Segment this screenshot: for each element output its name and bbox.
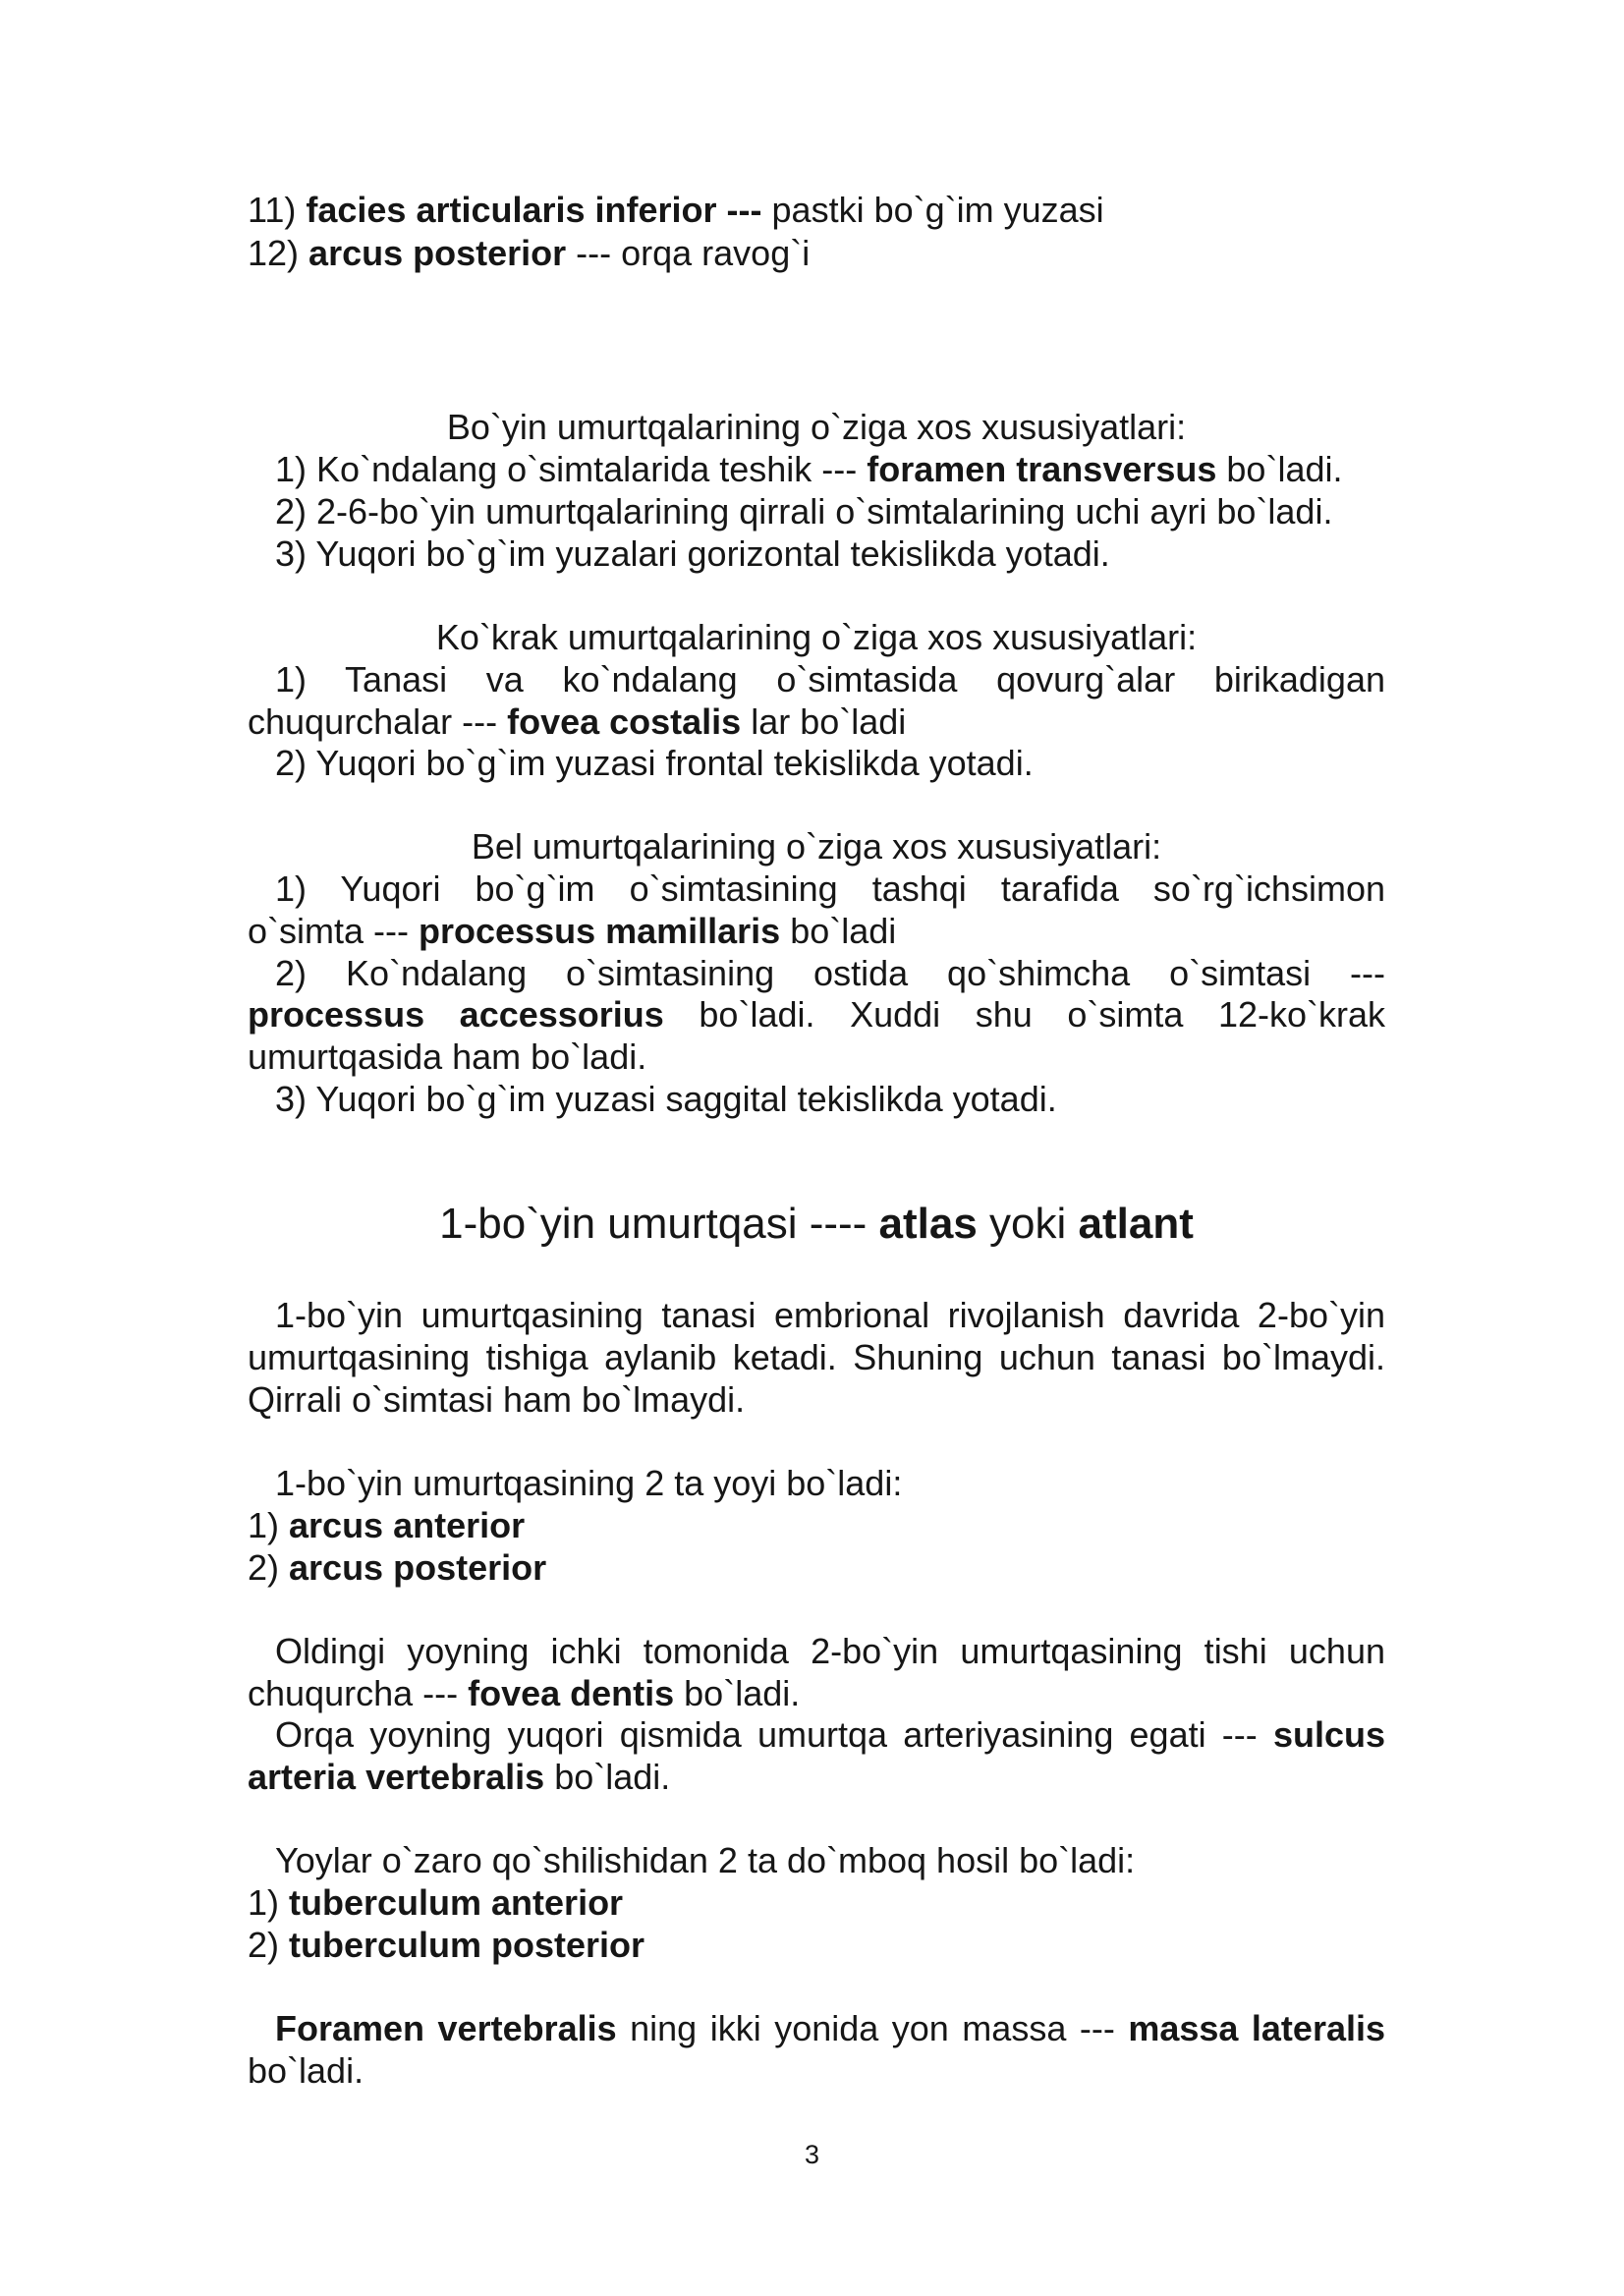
para1-line-1: 1-bo`yin umurtqasining tanasi embrional rivojlanish davrida 2-bo`yin xyxy=(275,1295,1385,1335)
term: sulcus xyxy=(1272,1714,1385,1755)
term: tuberculum anterior xyxy=(289,1882,624,1923)
thoracic-title: Ko`krak umurtqalarining o`ziga xos xususiyatlari: xyxy=(435,617,1198,657)
arcs-item-2: 2) arcus posterior xyxy=(248,1547,547,1588)
para2-line-4: arteria vertebralis bo`ladi. xyxy=(248,1757,671,1797)
term: facies articularis inferior --- xyxy=(306,190,762,230)
thoracic-item-2: 2) Yuqori bo`g`im yuzasi frontal tekislikda yotadi. xyxy=(275,743,1034,783)
term: fovea costalis xyxy=(507,701,742,742)
lumbar-item-1-line-1: 1) Yuqori bo`g`im o`simtasining tashqi tarafida so`rg`ichsimon xyxy=(275,868,1385,909)
term: arcus posterior xyxy=(289,1547,547,1588)
tubercles-intro: Yoylar o`zaro qo`shilishidan 2 ta do`mboq hosil bo`ladi: xyxy=(275,1840,1136,1880)
term: tuberculum posterior xyxy=(289,1925,645,1965)
term: fovea dentis xyxy=(468,1673,675,1713)
lumbar-item-1-line-2: o`simta --- processus mamillaris bo`ladi xyxy=(248,911,897,951)
cervical-item-3: 3) Yuqori bo`g`im yuzalari gorizontal tekislikda yotadi. xyxy=(275,533,1110,574)
term: arcus anterior xyxy=(289,1505,526,1545)
page-number: 3 xyxy=(804,2140,820,2169)
term: atlas xyxy=(878,1200,978,1248)
lumbar-item-2-line-3: umurtqasida ham bo`ladi. xyxy=(248,1036,647,1077)
term: atlant xyxy=(1078,1200,1194,1248)
lumbar-title: Bel umurtqalarining o`ziga xos xususiyatlari: xyxy=(471,826,1162,867)
arcs-intro: 1-bo`yin umurtqasining 2 ta yoyi bo`ladi: xyxy=(275,1463,903,1503)
cervical-title: Bo`yin umurtqalarining o`ziga xos xususiyatlari: xyxy=(446,407,1187,447)
arcs-item-1: 1) arcus anterior xyxy=(248,1505,526,1545)
lumbar-item-2-line-2: processus accessorius bo`ladi. Xuddi shu o`simta 12-ko`krak xyxy=(248,994,1386,1035)
thoracic-item-1-line-2: chuqurchalar --- fovea costalis lar bo`ladi xyxy=(248,701,907,742)
term: arcus posterior xyxy=(308,233,567,273)
para1-line-2: umurtqasining tishiga aylanib ketadi. Shuning uchun tanasi bo`lmaydi. xyxy=(248,1337,1385,1377)
term: processus mamillaris xyxy=(419,911,781,951)
term: arteria vertebralis xyxy=(248,1757,545,1797)
cervical-item-2: 2) 2-6-bo`yin umurtqalarining qirrali o`simtalarining uchi ayri bo`ladi. xyxy=(275,491,1333,532)
tubercles-item-1: 1) tuberculum anterior xyxy=(248,1882,624,1923)
term: Foramen vertebralis xyxy=(275,2008,617,2048)
list-item-12: 12) arcus posterior --- orqa ravog`i xyxy=(248,233,811,273)
para3-line-2: bo`ladi. xyxy=(248,2050,364,2091)
lumbar-item-2-line-1: 2) Ko`ndalang o`simtasining ostida qo`shimcha o`simtasi --- xyxy=(275,953,1385,993)
thoracic-item-1-line-1: 1) Tanasi va ko`ndalang o`simtasida qovurg`alar birikadigan xyxy=(275,659,1385,700)
para1-line-3: Qirrali o`simtasi ham bo`lmaydi. xyxy=(248,1379,746,1420)
list-item-11: 11) facies articularis inferior --- pastki bo`g`im yuzasi xyxy=(248,190,1104,230)
cervical-item-1: 1) Ko`ndalang o`simtalarida teshik --- foramen transversus bo`ladi. xyxy=(275,449,1343,489)
term: processus accessorius xyxy=(248,994,664,1035)
para3-line-1: Foramen vertebralis ning ikki yonida yon massa --- massa lateralis xyxy=(275,2008,1385,2048)
para2-line-3: Orqa yoyning yuqori qismida umurtqa arteriyasining egati --- sulcus xyxy=(275,1714,1385,1755)
term: foramen transversus xyxy=(867,449,1217,489)
term: massa lateralis xyxy=(1128,2008,1385,2048)
para2-line-1: Oldingi yoyning ichki tomonida 2-bo`yin umurtqasining tishi uchun xyxy=(275,1631,1385,1671)
tubercles-item-2: 2) tuberculum posterior xyxy=(248,1925,645,1965)
lumbar-item-3: 3) Yuqori bo`g`im yuzasi saggital tekislikda yotadi. xyxy=(275,1079,1057,1119)
para2-line-2: chuqurcha --- fovea dentis bo`ladi. xyxy=(248,1673,801,1713)
section-heading: 1-bo`yin umurtqasi ---- atlas yoki atlant xyxy=(439,1200,1194,1248)
